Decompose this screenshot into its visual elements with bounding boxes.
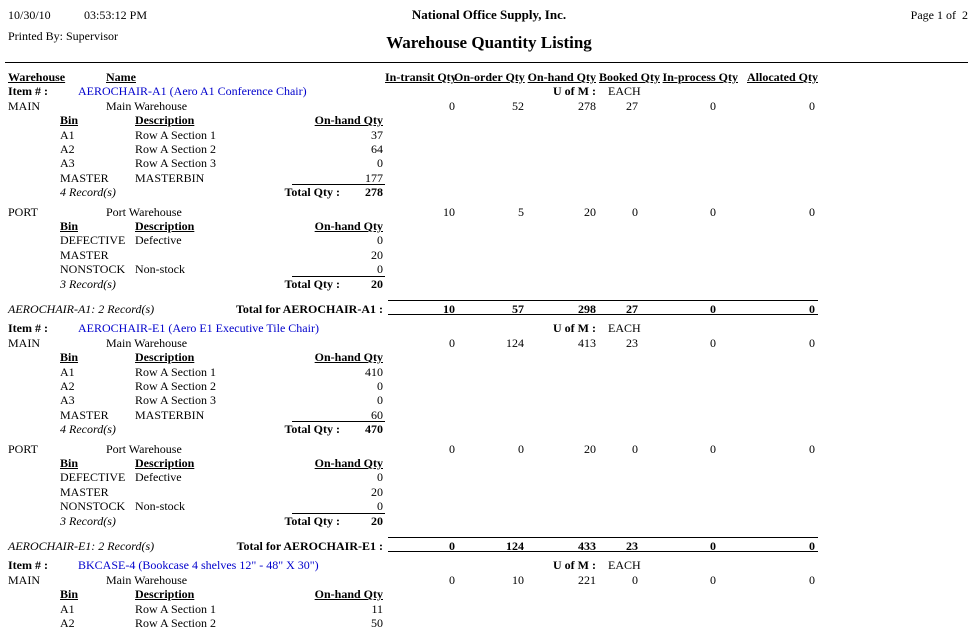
bin-qty: 0 [377, 499, 383, 514]
report-line [0, 587, 978, 602]
bin-onhand-col-header: On-hand Qty [314, 113, 383, 128]
report-line [0, 616, 978, 631]
warehouse-qty-on-hand: 221 [578, 572, 596, 587]
bin-code: A1 [60, 601, 75, 616]
total-qty-rule [292, 276, 385, 277]
item-total-qty-in-process: 0 [710, 302, 716, 316]
bin-col-header: Bin [60, 587, 79, 602]
warehouse-qty-on-hand: 278 [578, 98, 596, 113]
report-line [0, 393, 978, 408]
warehouse-qty-on-hand: 413 [578, 335, 596, 350]
bin-col-header: Bin [60, 350, 79, 365]
report-time: 03:53:12 PM [84, 8, 148, 22]
warehouse-qty-booked: 0 [632, 572, 638, 587]
report-line [0, 185, 978, 200]
warehouse-qty-in-transit: 10 [443, 204, 455, 219]
report-line [0, 262, 978, 277]
warehouse-qty-on-order: 52 [512, 98, 524, 113]
summary-rule-top [388, 537, 818, 538]
report-line [0, 558, 978, 573]
total-qty-value: 20 [371, 513, 383, 528]
warehouse-qty-booked: 23 [626, 335, 638, 350]
report-line [0, 205, 978, 220]
bin-qty: 0 [377, 262, 383, 277]
bin-code: A3 [60, 393, 75, 408]
report-line [0, 442, 978, 457]
bin-record-count: 4 Record(s) [60, 422, 116, 437]
warehouse-name: Main Warehouse [106, 335, 188, 350]
total-qty-rule [292, 184, 385, 185]
bin-qty: 11 [371, 601, 383, 616]
total-qty-rule [292, 513, 385, 514]
bin-qty: 37 [371, 127, 383, 142]
warehouse-qty-in-process: 0 [710, 441, 716, 456]
title-row [0, 33, 978, 58]
warehouse-qty-allocated: 0 [809, 441, 815, 456]
item-total-qty-in-process: 0 [710, 539, 716, 553]
company-name: National Office Supply, Inc. [411, 7, 567, 22]
bin-code: MASTER [60, 484, 109, 499]
report-line [0, 408, 978, 423]
bin-onhand-col-header: On-hand Qty [314, 587, 383, 602]
report-line [0, 99, 978, 114]
report-line [0, 365, 978, 380]
bin-qty: 20 [371, 247, 383, 262]
item-number-label: Item # : [8, 558, 48, 573]
bin-description: Non-stock [135, 262, 185, 277]
bin-onhand-col-header: On-hand Qty [314, 219, 383, 233]
summary-rule-bottom [388, 314, 818, 315]
uofm-value: EACH [608, 558, 641, 573]
report-line [0, 248, 978, 263]
summary-rule-bottom [388, 551, 818, 552]
warehouse-code: MAIN [8, 572, 40, 587]
uofm-value: EACH [608, 84, 641, 99]
warehouse-code: PORT [8, 204, 38, 219]
description-col-header: Description [135, 587, 195, 602]
bin-code: DEFECTIVE [60, 470, 126, 485]
report-line [0, 70, 978, 85]
warehouse-qty-in-process: 0 [710, 335, 716, 350]
bin-code: A2 [60, 616, 75, 630]
item-link[interactable]: AEROCHAIR-E1 (Aero E1 Executive Tile Chair) [78, 321, 319, 336]
report-line [0, 128, 978, 143]
warehouse-qty-on-order: 124 [506, 335, 524, 350]
report-line [0, 142, 978, 157]
report-line [0, 336, 978, 351]
warehouse-qty-allocated: 0 [809, 98, 815, 113]
report-line [0, 113, 978, 128]
total-qty-value: 470 [365, 422, 383, 437]
warehouse-qty-on-order: 10 [512, 572, 524, 587]
warehouse-name: Port Warehouse [106, 441, 182, 456]
report-line [0, 422, 978, 437]
report-line [0, 573, 978, 588]
warehouse-qty-allocated: 0 [809, 572, 815, 587]
bin-qty: 60 [371, 407, 383, 422]
report-line [0, 602, 978, 617]
description-col-header: Description [135, 113, 195, 128]
bin-record-count: 3 Record(s) [60, 513, 116, 528]
bin-description: Row A Section 3 [135, 393, 217, 408]
item-record-count: AEROCHAIR-E1: 2 Record(s) [8, 539, 155, 553]
bin-description: Row A Section 2 [135, 616, 217, 630]
item-total-label: Total for AEROCHAIR-A1 : [235, 302, 383, 316]
bin-col-header: Bin [60, 219, 79, 233]
uofm-label: U of M : [553, 84, 596, 99]
bin-qty: 0 [377, 379, 383, 393]
bin-qty: 410 [365, 364, 383, 379]
warehouse-qty-allocated: 0 [809, 335, 815, 350]
report-line [0, 514, 978, 529]
total-qty-label: Total Qty : [284, 185, 340, 200]
uofm-label: U of M : [553, 558, 596, 573]
item-total-qty-on-hand: 433 [578, 539, 596, 553]
report-line [0, 156, 978, 171]
bin-code: NONSTOCK [60, 262, 126, 277]
bin-description: Row A Section 2 [135, 142, 217, 156]
item-total-qty-in-transit: 10 [443, 302, 455, 316]
warehouse-qty-in-transit: 0 [449, 572, 455, 587]
item-total-qty-booked: 27 [626, 302, 638, 316]
warehouse-qty-on-hand: 20 [584, 441, 596, 456]
uofm-label: U of M : [553, 321, 596, 336]
report-line [0, 470, 978, 485]
total-qty-label: Total Qty : [284, 276, 340, 291]
warehouse-qty-on-order: 5 [518, 204, 524, 219]
bin-description: Row A Section 1 [135, 364, 217, 379]
warehouse-name: Port Warehouse [106, 204, 182, 219]
item-record-count: AEROCHAIR-A1: 2 Record(s) [8, 302, 155, 316]
bin-code: A1 [60, 364, 75, 379]
description-col-header: Description [135, 456, 195, 470]
bin-qty: 50 [371, 616, 383, 630]
description-col-header: Description [135, 350, 195, 365]
bin-qty: 0 [377, 156, 383, 171]
bin-code: DEFECTIVE [60, 233, 126, 248]
warehouse-qty-in-process: 0 [710, 572, 716, 587]
report-line [0, 321, 978, 336]
item-link[interactable]: AEROCHAIR-A1 (Aero A1 Conference Chair) [78, 84, 307, 99]
col-header-name: Name [106, 70, 136, 84]
header-rule [5, 62, 968, 63]
item-link[interactable]: BKCASE-4 (Bookcase 4 shelves 12" - 48" X 30") [78, 558, 319, 573]
report-line [0, 379, 978, 394]
bin-qty: 177 [365, 170, 383, 185]
report-line [0, 84, 978, 99]
bin-col-header: Bin [60, 113, 79, 128]
warehouse-qty-on-hand: 20 [584, 204, 596, 219]
warehouse-qty-in-transit: 0 [449, 98, 455, 113]
report-line [0, 456, 978, 471]
warehouse-qty-in-process: 0 [710, 98, 716, 113]
bin-qty: 64 [371, 142, 383, 156]
warehouse-qty-booked: 0 [632, 204, 638, 219]
report-line [0, 219, 978, 234]
warehouse-code: PORT [8, 441, 38, 456]
item-total-qty-on-hand: 298 [578, 302, 596, 316]
report-line [0, 350, 978, 365]
total-qty-label: Total Qty : [284, 513, 340, 528]
bin-description: Row A Section 2 [135, 379, 217, 393]
item-total-label: Total for AEROCHAIR-E1 : [236, 539, 383, 553]
warehouse-qty-booked: 0 [632, 441, 638, 456]
bin-description: Defective [135, 470, 182, 485]
bin-record-count: 4 Record(s) [60, 185, 116, 200]
bin-code: A3 [60, 156, 75, 171]
warehouse-qty-allocated: 0 [809, 204, 815, 219]
bin-onhand-col-header: On-hand Qty [314, 350, 383, 365]
bin-code: A1 [60, 127, 75, 142]
bin-code: A2 [60, 379, 75, 393]
report-line [0, 485, 978, 500]
uofm-value: EACH [608, 321, 641, 336]
bin-description: Row A Section 1 [135, 601, 217, 616]
report-date: 10/30/10 [8, 8, 51, 22]
bin-description: MASTERBIN [135, 407, 205, 422]
warehouse-qty-in-process: 0 [710, 204, 716, 219]
report-line [0, 171, 978, 186]
total-qty-rule [292, 421, 385, 422]
report-line [0, 233, 978, 248]
warehouse-name: Main Warehouse [106, 572, 188, 587]
total-qty-value: 278 [365, 185, 383, 200]
warehouse-qty-booked: 27 [626, 98, 638, 113]
bin-onhand-col-header: On-hand Qty [314, 456, 383, 470]
bin-description: Defective [135, 233, 182, 248]
item-total-qty-on-order: 124 [506, 539, 524, 553]
bin-description: Row A Section 3 [135, 156, 217, 171]
bin-code: MASTER [60, 247, 109, 262]
summary-rule-top [388, 300, 818, 301]
bin-description: MASTERBIN [135, 170, 205, 185]
item-total-qty-in-transit: 0 [449, 539, 455, 553]
item-total-qty-allocated: 0 [809, 302, 815, 316]
bin-code: MASTER [60, 170, 109, 185]
warehouse-code: MAIN [8, 98, 40, 113]
page-indicator: Page 1 of 2 [910, 8, 968, 22]
col-header-booked-qty: Booked Qty [598, 70, 660, 84]
description-col-header: Description [135, 219, 195, 233]
bin-description: Non-stock [135, 499, 185, 514]
report-line [0, 499, 978, 514]
col-header-allocated-qty: Allocated Qty [747, 70, 818, 84]
bin-col-header: Bin [60, 456, 79, 470]
item-total-qty-allocated: 0 [809, 539, 815, 553]
bin-code: MASTER [60, 407, 109, 422]
printed-by: Printed By: Supervisor [8, 29, 118, 43]
col-header-warehouse: Warehouse [8, 70, 66, 84]
bin-description: Row A Section 1 [135, 127, 217, 142]
item-number-label: Item # : [8, 321, 48, 336]
warehouse-name: Main Warehouse [106, 98, 188, 113]
col-header-in-process-qty: In-process Qty [662, 70, 738, 84]
bin-qty: 0 [377, 470, 383, 485]
warehouse-qty-in-transit: 0 [449, 441, 455, 456]
page-header-row [0, 8, 978, 23]
bin-qty: 20 [371, 484, 383, 499]
warehouse-code: MAIN [8, 335, 40, 350]
bin-code: A2 [60, 142, 75, 156]
total-qty-label: Total Qty : [284, 422, 340, 437]
report-title: Warehouse Quantity Listing [386, 33, 592, 52]
warehouse-qty-on-order: 0 [518, 441, 524, 456]
col-header-in-transit-qty: In-transit Qty [385, 70, 457, 84]
item-total-qty-booked: 23 [626, 539, 638, 553]
item-number-label: Item # : [8, 84, 48, 99]
warehouse-qty-in-transit: 0 [449, 335, 455, 350]
bin-record-count: 3 Record(s) [60, 276, 116, 291]
total-qty-value: 20 [371, 276, 383, 291]
report-line [0, 277, 978, 292]
item-total-qty-on-order: 57 [512, 302, 524, 316]
bin-qty: 0 [377, 233, 383, 248]
bin-qty: 0 [377, 393, 383, 408]
col-header-on-hand-qty: On-hand Qty [527, 70, 596, 84]
bin-code: NONSTOCK [60, 499, 126, 514]
col-header-on-order-qty: On-order Qty [454, 70, 525, 84]
